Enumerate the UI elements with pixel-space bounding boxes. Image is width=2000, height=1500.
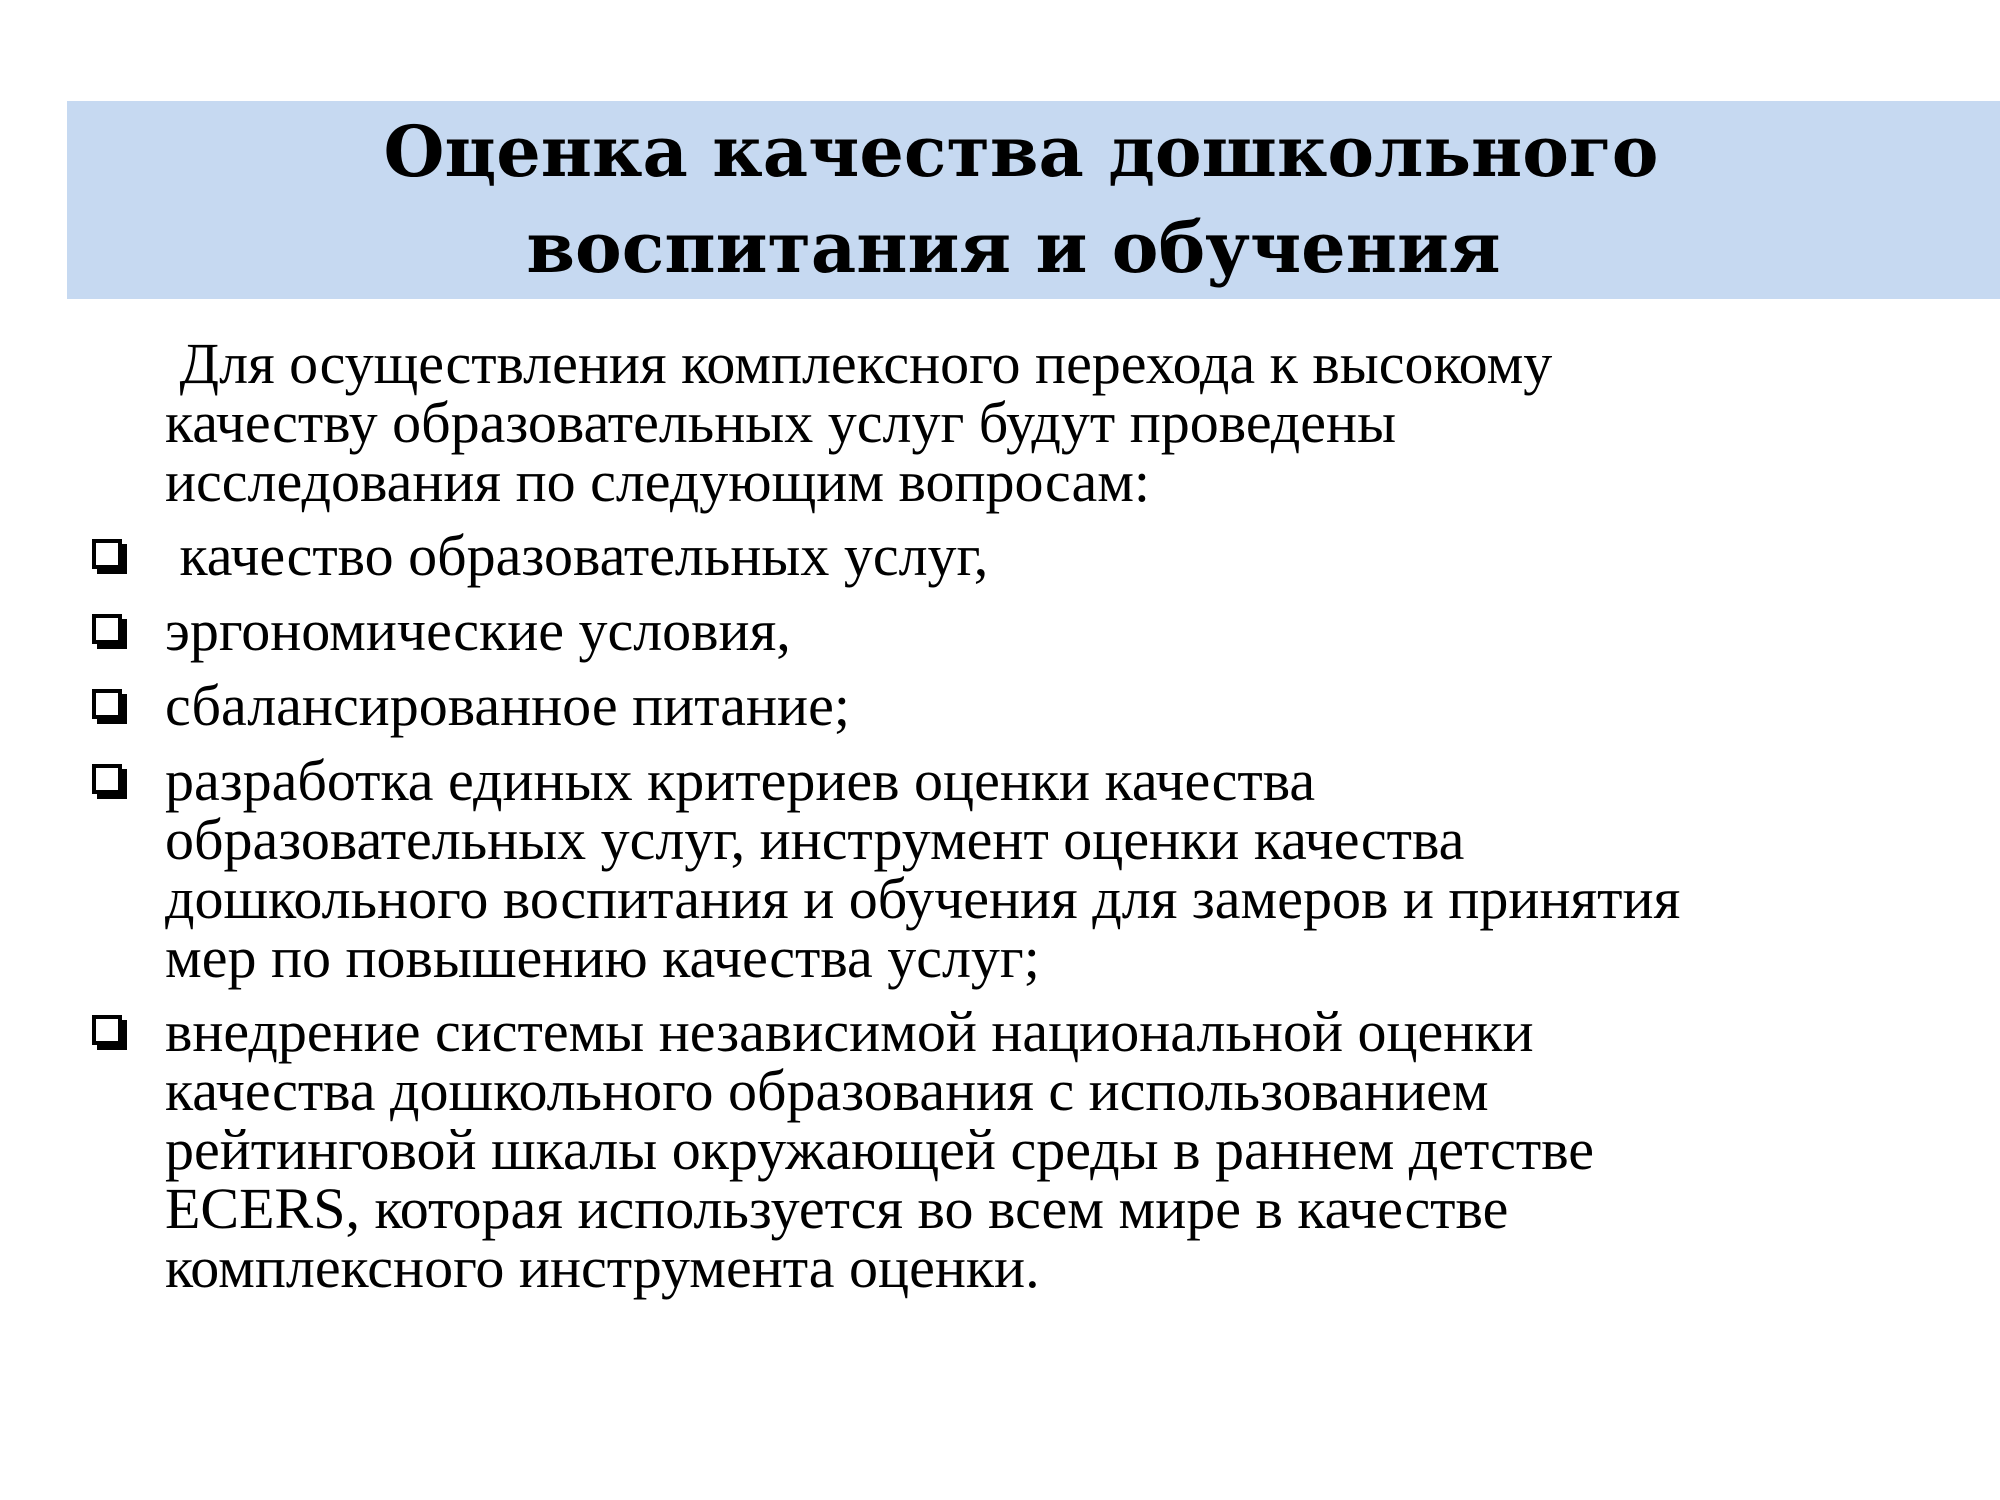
checkbox-square-icon <box>92 539 122 569</box>
bullet-5-line-1: внедрение системы независимой национальной оценки <box>165 999 1534 1064</box>
bullet-4-line-4: мер по повышению качества услуг; <box>165 925 1040 990</box>
bullet-4-line-2: образовательных услуг, инструмент оценки качества <box>165 807 1465 872</box>
bullet-3-line-1: сбалансированное питание; <box>165 673 850 738</box>
checkbox-square-icon <box>92 1015 122 1045</box>
intro-line-3: исследования по следующим вопросам: <box>165 449 1151 514</box>
checkbox-square-icon <box>92 689 122 719</box>
bullet-2-line-1: эргономические условия, <box>165 598 791 663</box>
intro-line-2: качеству образовательных услуг будут проведены <box>165 390 1397 455</box>
intro-line-1: Для осуществления комплексного перехода к высокому <box>165 331 1553 396</box>
bullet-5-line-3: рейтинговой шкалы окружающей среды в раннем детстве <box>165 1117 1594 1182</box>
slide-title-line-1: Оценка качества дошкольного <box>383 110 1659 193</box>
bullet-4-line-1: разработка единых критериев оценки качества <box>165 748 1316 813</box>
bullet-4-line-3: дошкольного воспитания и обучения для замеров и принятия <box>165 866 1681 931</box>
bullet-5-line-5: комплексного инструмента оценки. <box>165 1235 1040 1300</box>
checkbox-square-icon <box>92 764 122 794</box>
bullet-5-line-4: ECERS, которая используется во всем мире в качестве <box>165 1176 1509 1241</box>
slide-title-line-2: воспитания и обучения <box>526 206 1501 289</box>
checkbox-square-icon <box>92 614 122 644</box>
bullet-1-line-1: качество образовательных услуг, <box>165 523 989 588</box>
bullet-5-line-2: качества дошкольного образования с использованием <box>165 1058 1489 1123</box>
